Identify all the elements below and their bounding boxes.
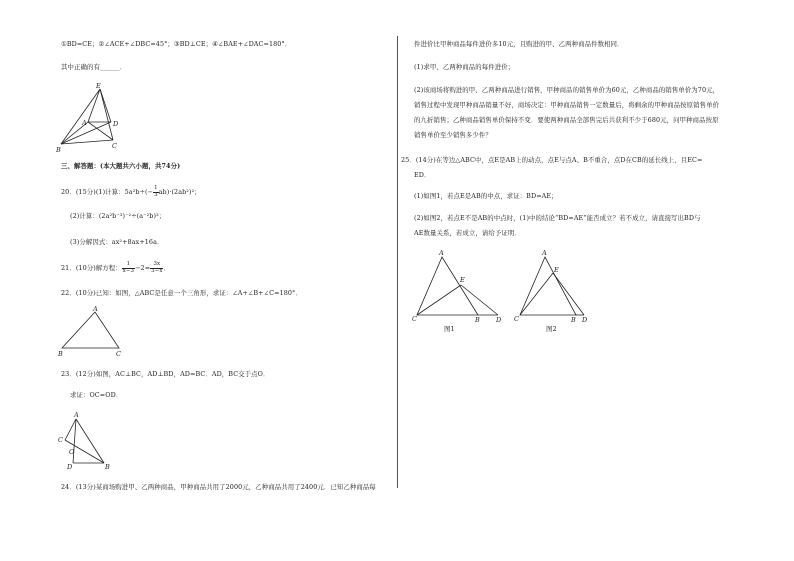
- label-A: A: [542, 249, 547, 257]
- label-A: A: [439, 249, 444, 257]
- label-B: B: [105, 463, 110, 471]
- q20-part1-text-b: ab)·(2ab²)²；: [158, 188, 201, 196]
- label-D: D: [113, 120, 119, 128]
- fig1-caption: 图1: [444, 325, 455, 333]
- q21-text-b: −2=: [135, 264, 151, 272]
- label-B: B: [475, 316, 480, 324]
- label-B: B: [56, 146, 61, 154]
- label-B: B: [571, 316, 576, 324]
- q25-part2-line1: (2)如图2，若点E不是AB的中点时，(1)中的结论“BD=AE”能否成立？若不成立，请直接写出BD与: [414, 214, 701, 222]
- q20-part1: [61, 186, 201, 198]
- figure-q23: [56, 410, 116, 472]
- q21-text-c: ．: [163, 264, 170, 272]
- label-D: D: [582, 316, 588, 324]
- q24-part2-line4: 销售单价至少销售多少件？: [414, 131, 492, 139]
- label-O: O: [69, 448, 75, 456]
- label-A: A: [93, 305, 98, 313]
- label-E: E: [96, 82, 101, 90]
- label-D: D: [496, 316, 502, 324]
- label-D: D: [67, 463, 73, 471]
- figure-q22: [57, 306, 127, 358]
- label-E: E: [554, 266, 559, 274]
- q20-part3: (3)分解因式：ax²+8ax+16a．: [70, 238, 164, 246]
- q24-part2-line2: 销售过程中发现甲种商品销量不好，商场决定：甲种商品销售一定数量后，将剩余的甲种商品按原销售单价: [414, 101, 720, 109]
- q25-part2-line2: AE数量关系，若成立，请给予证明．: [414, 229, 521, 237]
- q20-part2: (2)计算：(2a²b⁻³)⁻²÷(a⁻²b)³；: [70, 212, 166, 220]
- q23-prove: 求证：OC=OD．: [70, 391, 123, 399]
- label-E: E: [460, 276, 465, 284]
- fraction-one-third: $\frac{1}{3}$: [154, 185, 158, 198]
- q25-line2: ED．: [414, 171, 431, 179]
- figure-2: [512, 247, 602, 335]
- q19-prompt: 其中正确的有______．: [61, 63, 127, 71]
- q23: 23．(12分)如图，AC⊥BC，AD⊥BD，AD=BC．AD，BC交于点O．: [61, 370, 270, 378]
- q20-part1-text-a: 20．(15分)(1)计算：5a²b÷(−: [61, 188, 154, 196]
- q24-part2-line3: 的九折销售；乙种商品销售单价保持不变．要使两种商品全部售完后共获利不少于680元，问甲种商品按原: [414, 116, 719, 124]
- label-C: C: [112, 142, 117, 150]
- q21: [61, 262, 170, 274]
- figure-q19: [55, 82, 130, 154]
- q24-continued: 件进价比甲种商品每件进价多10元，且购进的甲、乙两种商品件数相同．: [414, 40, 624, 48]
- figure-1: [410, 247, 510, 335]
- label-C: C: [412, 315, 417, 323]
- q25-part1: (1)如图1，若点E是AB的中点，求证：BD=AE；: [414, 192, 558, 200]
- column-divider: [397, 36, 398, 488]
- label-A: A: [74, 411, 79, 419]
- fraction-1: $\frac{1}{x-3}$: [122, 261, 135, 274]
- fraction-2: $\frac{3x}{3-x}$: [151, 261, 163, 274]
- label-C: C: [514, 315, 519, 323]
- q22: 22．(10分)已知：如图，△ABC是任意一个三角形，求证：∠A+∠B+∠C=180°．: [61, 289, 302, 297]
- label-B: B: [58, 350, 63, 358]
- q24-part1: (1)求甲、乙两种商品的每件进价；: [414, 63, 515, 71]
- fig2-caption: 图2: [546, 325, 557, 333]
- label-C: C: [116, 350, 121, 358]
- label-A: A: [82, 119, 87, 127]
- q19-options: ①BD=CE；②∠ACE+∠DBC=45°；③BD⊥CE；④∠BAE+∠DAC=180°．: [61, 40, 292, 48]
- section-header: 三、解答题：(本大题共六小题，共74分): [61, 162, 181, 170]
- q24-part2-line1: (2)该商场将购进的甲、乙两种商品进行销售，甲种商品的销售单价为60元，乙种商品的销售单价为70元，: [414, 86, 720, 94]
- q25-line1: 25．(14分)在等边△ABC中，点E是AB上的动点，点E与点A、B不重合，点D在CB的延长线上，且EC=: [401, 156, 703, 164]
- q24-start: 24．(13分)某商场购进甲、乙两种商品，甲种商品共用了2000元，乙种商品共用了2400元．已知乙种商品每: [61, 483, 376, 491]
- label-C: C: [58, 436, 63, 444]
- q21-text-a: 21．(10分)解方程：: [61, 264, 122, 272]
